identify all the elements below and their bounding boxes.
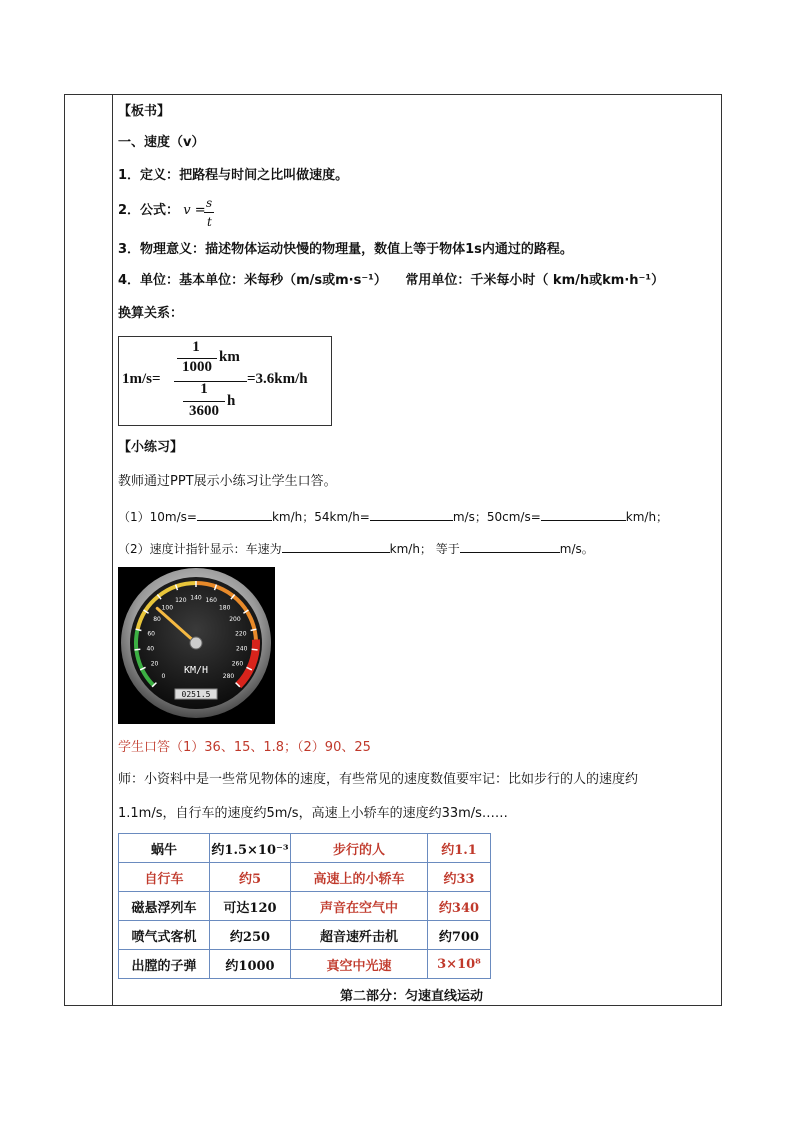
table-cell: 约700: [428, 921, 491, 950]
table-cell: 喷气式客机: [119, 921, 210, 950]
speedometer-tick-label: 200: [229, 616, 241, 624]
q2-unit-a: km/h； 等于: [389, 542, 460, 556]
section-two-title: 第二部分：匀速直线运动: [340, 989, 484, 1004]
table-row: [119, 921, 491, 950]
q2-prefix: （2）速度计指针显示：车速为: [118, 542, 282, 556]
teacher-note-line1: 师：小资料中是一些常见物体的速度，有些常见的速度数值要牢记：比如步行的人的速度约: [118, 772, 639, 787]
q1-prefix: （1）10m/s=: [118, 510, 197, 524]
q1-unit-a: km/h；54km/h=: [271, 510, 370, 524]
table-cell: 步行的人: [291, 834, 428, 863]
conversion-top-unit: km: [219, 349, 240, 365]
speed-reference-table: [118, 833, 491, 979]
unit-basic: 基本单位：米每秒（m/s或m·s⁻¹）: [179, 273, 387, 288]
unit-common: 常用单位：千米每小时（ km/h或km·h⁻¹）: [405, 273, 665, 288]
question-1: [118, 508, 668, 525]
conversion-formula-box: [118, 336, 332, 426]
speedometer-hub: [190, 637, 202, 649]
table-cell: 自行车: [119, 863, 210, 892]
unit-line: [118, 273, 664, 289]
table-cell: 蜗牛: [119, 834, 210, 863]
speedometer-tick-label: 120: [175, 597, 187, 605]
speedometer-tick-label: 260: [231, 660, 244, 668]
conversion-bot-inner-bar: [183, 401, 225, 402]
table-cell: 出膛的子弹: [119, 950, 210, 979]
def-text: 把路程与时间之比叫做速度。: [179, 168, 349, 183]
speedometer-tick-label: 20: [150, 660, 159, 668]
conversion-rhs: =3.6km/h: [247, 371, 308, 387]
column-divider: [112, 95, 113, 1005]
q2-unit-b: m/s。: [559, 542, 594, 556]
unit-num: 4．: [118, 273, 141, 288]
conversion-lhs: 1m/s=: [122, 371, 161, 387]
speedometer-tick: [134, 649, 140, 650]
q1-blank-c: [541, 508, 626, 521]
table-row: [119, 863, 491, 892]
practice-heading: 【小练习】: [118, 440, 184, 455]
question-2: [118, 540, 594, 557]
speedometer-tick-label: 0: [161, 673, 166, 681]
table-cell: 约1.1: [428, 834, 491, 863]
def-label: 定义：: [140, 168, 180, 183]
definition-line: [118, 168, 348, 184]
formula-v: v: [183, 203, 191, 218]
table-cell: 可达120: [210, 892, 291, 921]
table-cell: 磁悬浮列车: [119, 892, 210, 921]
table-cell: 约5: [210, 863, 291, 892]
conversion-top-num: 1: [192, 339, 200, 355]
student-answer: 学生口答（1）36、15、1.8；（2）90、25: [118, 740, 371, 755]
table-cell: 超音速歼击机: [291, 921, 428, 950]
speedometer-gauge: [118, 567, 275, 724]
conversion-bot-den: 3600: [189, 403, 219, 419]
meaning-num: 3．: [118, 242, 141, 257]
q1-unit-b: m/s；50cm/s=: [452, 510, 541, 524]
table-cell: 声音在空气中: [291, 892, 428, 921]
meaning-line: [118, 242, 573, 258]
formula-line: [118, 203, 206, 219]
speedometer-tick-label: 80: [153, 616, 161, 624]
table-cell: 约250: [210, 921, 291, 950]
q2-blank-a: [282, 540, 390, 553]
q1-blank-b: [370, 508, 453, 521]
speed-heading: 一、速度（v）: [118, 135, 205, 150]
speedometer-tick-label: 60: [147, 630, 155, 638]
formula-label: 公式：: [140, 203, 180, 218]
speedometer-tick-label: 240: [235, 645, 248, 653]
formula-t: t: [207, 215, 212, 229]
table-cell: 3×10⁸: [428, 950, 491, 979]
q2-blank-b: [460, 540, 560, 553]
speedometer-tick-label: 160: [205, 597, 217, 605]
formula-num: 2．: [118, 203, 141, 218]
speedometer-tick-label: 140: [190, 594, 202, 602]
table-cell: 真空中光速: [291, 950, 428, 979]
table-cell: 约1.5×10⁻³: [210, 834, 291, 863]
meaning-text: 描述物体运动快慢的物理量，数值上等于物体1s内通过的路程。: [205, 242, 573, 257]
formula-eq: =: [194, 203, 206, 218]
table-cell: 高速上的小轿车: [291, 863, 428, 892]
conversion-bot-unit: h: [227, 393, 236, 409]
formula-s: s: [206, 196, 213, 210]
unit-label: 单位：: [140, 273, 180, 288]
def-num: 1．: [118, 168, 141, 183]
speedometer-tick-label: 220: [235, 630, 247, 638]
table-cell: 约33: [428, 863, 491, 892]
practice-intro: 教师通过PPT展示小练习让学生口答。: [118, 474, 337, 489]
table-cell: 约340: [428, 892, 491, 921]
speedometer-tick-label: 100: [161, 604, 174, 612]
table-row: [119, 892, 491, 921]
formula-bar: [204, 212, 214, 213]
q1-blank-a: [197, 508, 272, 521]
speedometer-tick-label: 180: [218, 604, 231, 612]
odometer-value: 0251.5: [181, 690, 211, 699]
speedometer-tick-label: 280: [222, 673, 235, 681]
speedometer-tick: [252, 649, 258, 650]
speedometer-image: [118, 567, 275, 724]
table-row: [119, 834, 491, 863]
table-row: [119, 950, 491, 979]
conversion-top-den: 1000: [182, 359, 212, 375]
conversion-label: 换算关系：: [118, 306, 184, 321]
speedometer-unit-label: KM/H: [183, 665, 209, 676]
speedometer-tick-label: 40: [146, 645, 155, 653]
meaning-label: 物理意义：: [140, 242, 206, 257]
conversion-bot-num: 1: [200, 381, 208, 397]
q1-unit-c: km/h；: [625, 510, 669, 524]
board-section-label: 【板书】: [118, 104, 171, 119]
teacher-note-line2: 1.1m/s，自行车的速度约5m/s，高速上小轿车的速度约33m/s……: [118, 806, 508, 821]
table-cell: 约1000: [210, 950, 291, 979]
